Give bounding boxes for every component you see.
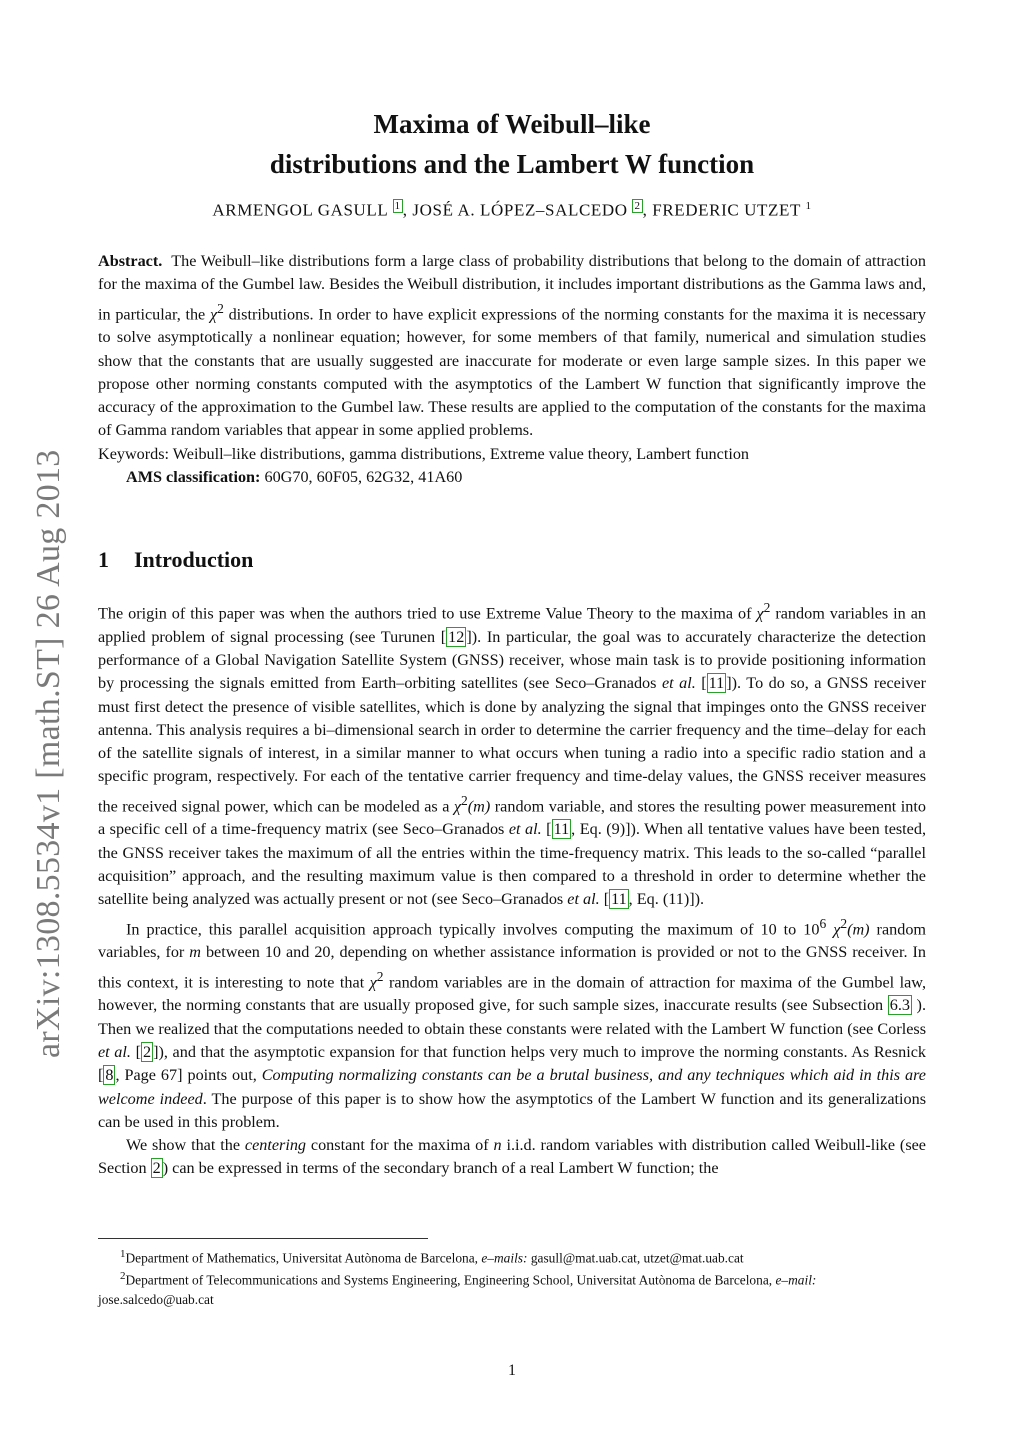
footnotes <box>98 1245 926 1309</box>
text: We show that the <box>126 1136 245 1155</box>
text: Department of Mathematics, Universitat Autònoma de Barcelona, <box>125 1250 482 1266</box>
chi-symbol: χ <box>369 973 377 992</box>
centering-term: centering <box>244 1136 307 1155</box>
footnote-1 <box>98 1245 926 1267</box>
text: ) can be expressed in terms of the secondary branch of a real Lambert W function; the <box>162 1159 719 1178</box>
text: constant for the maxima of <box>306 1136 494 1155</box>
superscript-2: 2 <box>840 915 848 931</box>
citation-link-11[interactable]: 11 <box>708 674 725 693</box>
ams-codes: 60G70, 60F05, 62G32, 41A60 <box>260 468 463 487</box>
text: ]). To do so, a GNSS receiver must first detect the presence of visible satellites, which is done by analyzing the signal that impinges onto the GNSS receiver antenna. This analysis requires a bi–dimensional search in order to determine the carrier frequency and the time–delay for each of the satellite signals of interest, in a similar manner to what occurs when tuning a radio into a specific radio station and a specific program, respectively. For each of the tentative carrier frequency and time-delay values, the GNSS receiver measures the received signal power, which can be modeled as a <box>98 674 926 816</box>
superscript-6: 6 <box>819 915 827 931</box>
math-m: (m) <box>847 920 870 939</box>
text: . The purpose of this paper is to show how the asymptotics of the Lambert W function and its generalizations can be used in this problem. <box>98 1089 926 1131</box>
abstract-block <box>98 250 926 489</box>
text: random variable, and stores the resulting power measurement into a specific cell of a time-frequency matrix (see Seco–Granados <box>98 797 926 839</box>
text: random variables are in the domain of attraction for maxima of the Gumbel law, however, the norming constants that are usually proposed give, for such sample sizes, inaccurate results (see Subsection <box>98 973 926 1015</box>
email-addresses: jose.salcedo@uab.cat <box>98 1291 214 1307</box>
email-addresses: gasull@mat.uab.cat, utzet@mat.uab.cat <box>527 1250 744 1266</box>
text: random variables, for <box>98 920 926 962</box>
intro-paragraph-2 <box>98 912 926 1134</box>
superscript-2: 2 <box>763 600 771 615</box>
author-list: ARMENGOL GASULL $^1$ , JOSÉ A. LÓPEZ–SALCEDO $^2$ , FREDERIC UTZET $^1$ <box>212 200 812 220</box>
chi-symbol: χ <box>756 604 764 623</box>
citation-link-11[interactable]: 11 <box>553 820 570 839</box>
text: , Eq. (9)]). When all tentative values have been tested, the GNSS receiver takes the maximum of all the entries within the time-frequency matrix. This leads to the so-called “parallel acquisition” approach, and the resulting maximum value is then compared to a threshold in order to determine whether the satellite being analyzed was actually present or not (see Seco–Granados <box>98 820 926 909</box>
intro-paragraph-1 <box>98 596 926 912</box>
math-n: n <box>493 1136 502 1155</box>
abstract-label: Abstract. <box>98 252 163 270</box>
text: i.i.d. random variables with distribution called Weibull-like (see Section <box>98 1136 926 1178</box>
text: [ <box>599 890 610 909</box>
section-number: 1 <box>98 547 109 572</box>
et-al: et al. <box>567 890 600 909</box>
et-al: et al. <box>661 674 696 693</box>
chi-symbol: χ <box>209 304 218 323</box>
email-label: e–mail: <box>775 1272 817 1288</box>
author-3-footnote-mark: 1 <box>805 200 812 212</box>
title-line-1: Maxima of Weibull–like <box>373 109 651 139</box>
text: ]), and that the asymptotic expansion for that function helps very much to improve the norming constants. As Resnick [ <box>98 1042 926 1085</box>
text: random variables in an applied problem of signal processing (see Turunen [ <box>98 604 926 646</box>
citation-link-8[interactable]: 8 <box>105 1066 114 1085</box>
text: , Eq. (11)]). <box>628 890 705 909</box>
keywords: Keywords: Weibull–like distributions, gamma distributions, Extreme value theory, Lambert function <box>98 444 750 463</box>
intro-paragraph-3 <box>98 1134 926 1181</box>
footnote-mark-1: 1 <box>120 1248 126 1260</box>
abstract-text-1: The Weibull–like distributions form a large class of probability distributions that belong to the domain of attraction for the maxima of the Gumbel law. Besides the Weibull distribution, it includes important distributions as the Gamma laws and, in particular, the <box>98 252 926 323</box>
superscript-2: 2 <box>217 300 224 316</box>
citation-link-2[interactable]: 2 <box>142 1042 152 1061</box>
abstract-text-2: distributions. In order to have explicit expressions of the norming constants for the maxima it is necessary to solve asymptotically a nonlinear equation; however, for some members of that family, numerical and simulation studies show that the constants that are usually suggested are inaccurate for moderate or even large sample sizes. In this paper we propose other norming constants computed with the asymptotics of the Lambert W function that significantly improve the accuracy of the approximation to the Gumbel law. These results are applied to the computation of the constants for the maxima of Gamma random variables that appear in some applied problems. <box>98 304 927 440</box>
subsection-link-6-3[interactable]: 6.3 <box>889 996 910 1015</box>
author-1-footnote-link[interactable]: 1 <box>394 200 401 212</box>
author-2-footnote-link[interactable]: 2 <box>634 200 641 212</box>
ams-label: AMS classification: <box>126 468 261 487</box>
text: between 10 and 20, depending on whether assistance information is provided or not to the GNSS receiver. In this context, it is interesting to note that <box>98 943 926 992</box>
superscript-2: 2 <box>461 792 468 808</box>
email-label: e–mails: <box>481 1250 528 1266</box>
text: In practice, this parallel acquisition approach typically involves computing the maximum of 10 to 10 <box>126 920 820 939</box>
resnick-quote: Computing normalizing constants can be a brutal business, and any techniques which aid in this are welcome indeed <box>98 1066 926 1108</box>
citation-link-12[interactable]: 12 <box>448 627 465 646</box>
footnote-mark-2: 2 <box>120 1270 126 1283</box>
author-1: ARMENGOL GASULL <box>212 200 388 220</box>
abstract-paragraph <box>98 250 926 443</box>
text: [ <box>541 820 552 839</box>
text: Department of Telecommunications and Systems Engineering, Engineering School, Universitat Autònoma de Barcelona, <box>125 1272 776 1288</box>
chi-symbol: χ <box>833 920 841 939</box>
author-3: FREDERIC UTZET <box>652 200 801 220</box>
math-m: m <box>189 943 201 962</box>
section-heading-introduction <box>98 547 253 573</box>
section-link-2[interactable]: 2 <box>152 1159 161 1178</box>
text: [ <box>130 1042 141 1061</box>
footnote-2 <box>98 1267 926 1308</box>
text: , Page 67] points out, <box>115 1066 262 1085</box>
introduction-body <box>98 596 926 1181</box>
author-2: JOSÉ A. LÓPEZ–SALCEDO <box>412 200 628 220</box>
math-m: (m) <box>467 797 491 816</box>
text: ). Then we realized that the computations needed to obtain these constants were related with the Lambert W function (see Corless <box>98 996 926 1038</box>
footnote-rule <box>98 1238 428 1239</box>
text: ]). In particular, the goal was to accurately characterize the detection performance of a Global Navigation Satellite System (GNSS) receiver, whose main task is to provide positioning information by processing the signals emitted from Earth–orbiting satellites (see Seco–Granados <box>98 627 926 693</box>
title-line-2: distributions and the Lambert W function <box>269 149 755 179</box>
page-number: 1 <box>508 1362 516 1379</box>
text: The origin of this paper was when the authors tried to use Extreme Value Theory to the maxima of <box>98 604 757 623</box>
ams-classification <box>98 466 926 489</box>
superscript-2: 2 <box>376 968 384 984</box>
arxiv-identifier-stamp: arXiv:1308.5534v1 [math.ST] 26 Aug 2013 <box>30 449 67 1058</box>
citation-link-11[interactable]: 11 <box>611 890 627 909</box>
et-al: et al. <box>98 1042 131 1061</box>
text: [ <box>695 674 707 693</box>
chi-symbol: χ <box>453 797 462 816</box>
paper-title <box>98 104 926 184</box>
et-al: et al. <box>508 820 542 839</box>
section-title: Introduction <box>134 547 254 572</box>
